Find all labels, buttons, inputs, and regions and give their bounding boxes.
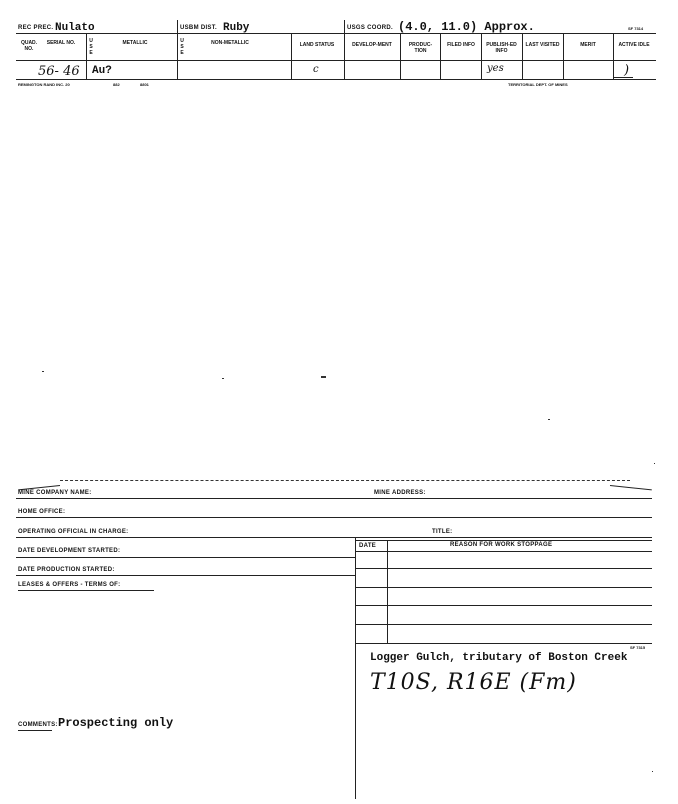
metallic-value: Au? [92,65,112,77]
col-merit: MERIT [580,42,596,48]
table-line [355,540,652,541]
mine-address-label: MINE ADDRESS: [374,490,426,496]
underline [18,33,42,34]
comments-value: Prospecting only [58,716,174,730]
speck [652,771,653,772]
col-vline [522,33,523,79]
location-note: Logger Gulch, tributary of Boston Creek [370,652,628,664]
form-number: SF 7315 [630,645,646,650]
title-label: TITLE: [432,529,453,535]
edge-curve [610,485,652,490]
col-metallic: METALLIC [122,40,148,46]
col-use-code: U S E [89,38,93,56]
speck [222,378,224,379]
underline [18,730,52,731]
mine-company-name-label: MINE COMPANY NAME: [18,490,92,496]
printer-code: 882 [113,82,120,87]
usgs-coord-label: USGS COORD. [347,25,393,31]
usbm-dist-value: Ruby [223,22,250,34]
col-use-code: U S E [180,38,184,56]
col-vline [563,33,564,79]
col-vline [344,33,345,79]
speck [654,463,655,464]
field-line [16,537,652,538]
published-info-value: yes [487,63,504,74]
col-production: PRODUC-TION [408,42,433,54]
col-last-visited: LAST VISITED [525,42,560,48]
date-production-started-label: DATE PRODUCTION STARTED: [18,567,115,573]
printer-code: 8801 [140,82,149,87]
col-vline [400,33,401,79]
col-quad-no: QUAD. NO. [20,40,38,52]
header-vline [344,20,345,33]
handwritten-stroke [613,77,633,78]
table-line [355,605,652,606]
handwritten-location: T10S, R16E (Fm) [370,670,577,695]
col-published-info: PUBLISH-ED INFO [486,42,517,54]
header-vline [177,20,178,33]
rec-prec-label: REC PREC. [18,25,54,31]
quad-serial-value: 56- 46 [38,64,80,79]
field-line [16,575,355,576]
col-filed-info: FILED INFO [447,42,475,48]
field-line [16,517,652,518]
col-active-idle: ACTIVE IDLE [618,42,650,48]
land-status-value: c [313,64,319,75]
table-line [355,568,652,569]
row-divider [16,60,656,61]
col-vline [177,33,178,79]
col-vline [86,33,87,79]
department-imprint: TERRITORIAL DEPT. OF MINES [508,82,568,87]
speck [321,376,326,378]
leases-offers-label: LEASES & OFFERS - TERMS OF: [18,582,121,588]
col-vline [291,33,292,79]
speck [42,371,44,372]
col-vline [440,33,441,79]
col-serial-no: SERIAL NO. [46,40,76,46]
usgs-coord-value: (4.0, 11.0) Approx. [398,20,535,34]
underline [18,590,154,591]
field-line [16,498,652,499]
col-land-status: LAND STATUS [299,42,335,48]
printer-imprint: REMINGTON RAND INC. 20 [18,82,70,87]
header-divider [16,33,656,34]
col-vline [613,33,614,79]
col-non-metallic: NON-METALLIC [211,40,249,46]
row-divider [16,79,656,80]
date-development-started-label: DATE DEVELOPMENT STARTED: [18,548,121,554]
date-vline [387,540,388,643]
torn-edge-line [60,480,630,481]
reason-column-header: REASON FOR WORK STOPPAGE [450,542,553,548]
comments-label: COMMENTS: [18,722,58,728]
form-number: SF 7314 [628,26,644,31]
table-line [355,587,652,588]
active-idle-mark: ) [624,63,630,78]
section-vline [355,537,356,799]
table-line [355,643,652,644]
table-line [355,551,652,552]
operating-official-label: OPERATING OFFICIAL IN CHARGE: [18,529,129,535]
speck [548,419,550,420]
col-vline [481,33,482,79]
home-office-label: HOME OFFICE: [18,509,66,515]
usbm-dist-label: USBM DIST. [180,25,218,31]
date-column-header: DATE [359,543,377,549]
rec-prec-value: Nulato [55,22,95,34]
col-development: DEVELOP-MENT [352,42,392,48]
table-line [355,624,652,625]
field-line [16,557,355,558]
